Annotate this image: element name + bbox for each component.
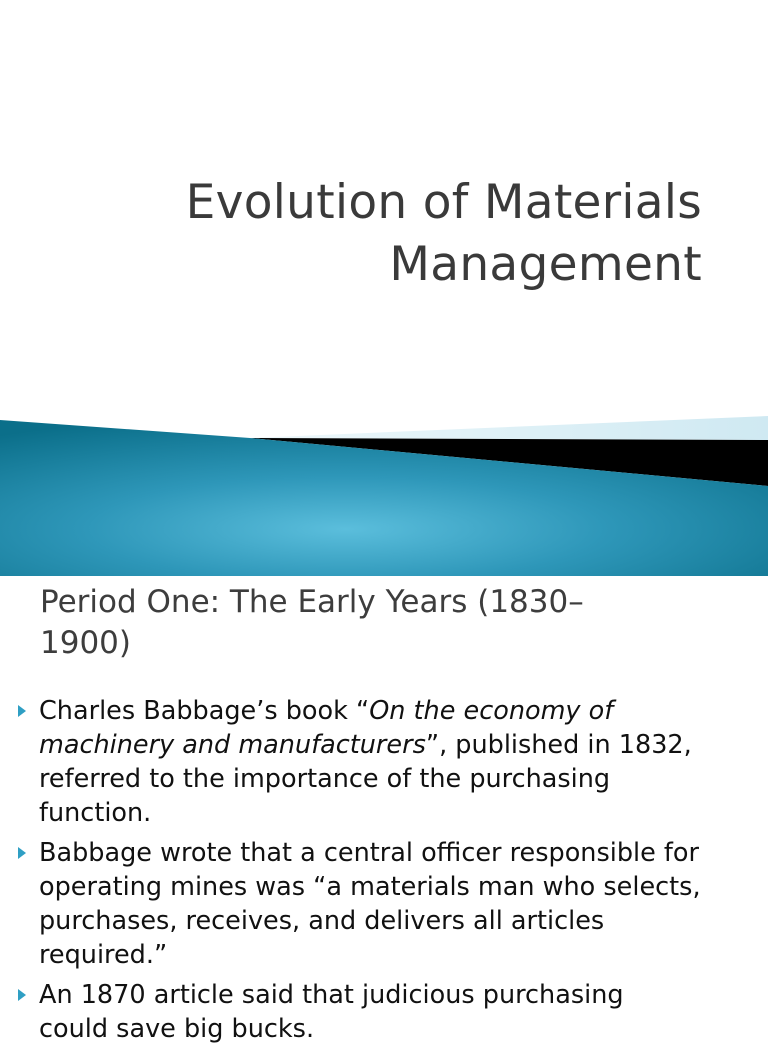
book-title-italic: machinery and manufacturers [39, 730, 426, 760]
slide-title-line-1: Evolution of Materials [185, 175, 702, 230]
banner-pale-wedge [250, 416, 768, 440]
bullet-line: function. [39, 798, 152, 828]
bullet-text [39, 978, 760, 1046]
list-item [0, 836, 768, 972]
bullet-line: referred to the importance of the purchasing [39, 764, 611, 794]
bullet-text [39, 836, 760, 972]
triangle-right-icon [18, 847, 26, 859]
bullet-line: purchases, receives, and delivers all articles [39, 906, 605, 936]
list-item [0, 978, 768, 1046]
book-title-italic: On the economy of [369, 696, 614, 726]
bullet-line [39, 728, 760, 762]
content-slide [0, 576, 768, 1044]
bullet-line: required.” [39, 940, 168, 970]
bullet-line: could save big bucks. [39, 1014, 315, 1044]
bullet-line [39, 694, 760, 728]
list-item [0, 694, 768, 830]
content-heading-line-1: Period One: The Early Years (1830– [40, 584, 584, 620]
bullet-line: An 1870 article said that judicious purchasing [39, 980, 624, 1010]
bullet-text [39, 694, 760, 830]
bullet-line: Babbage wrote that a central officer responsible for [39, 838, 699, 868]
bullet-segment: ”, published in 1832, [425, 730, 692, 760]
bullet-line: operating mines was “a materials man who selects, [39, 872, 701, 902]
content-heading [40, 582, 740, 664]
content-heading-line-2: 1900) [40, 625, 131, 661]
bullet-segment: Charles Babbage’s book “ [39, 696, 370, 726]
triangle-right-icon [18, 989, 26, 1001]
slide-title-line-2: Management [389, 237, 702, 292]
triangle-right-icon [18, 705, 26, 717]
bullet-list [0, 694, 768, 1052]
